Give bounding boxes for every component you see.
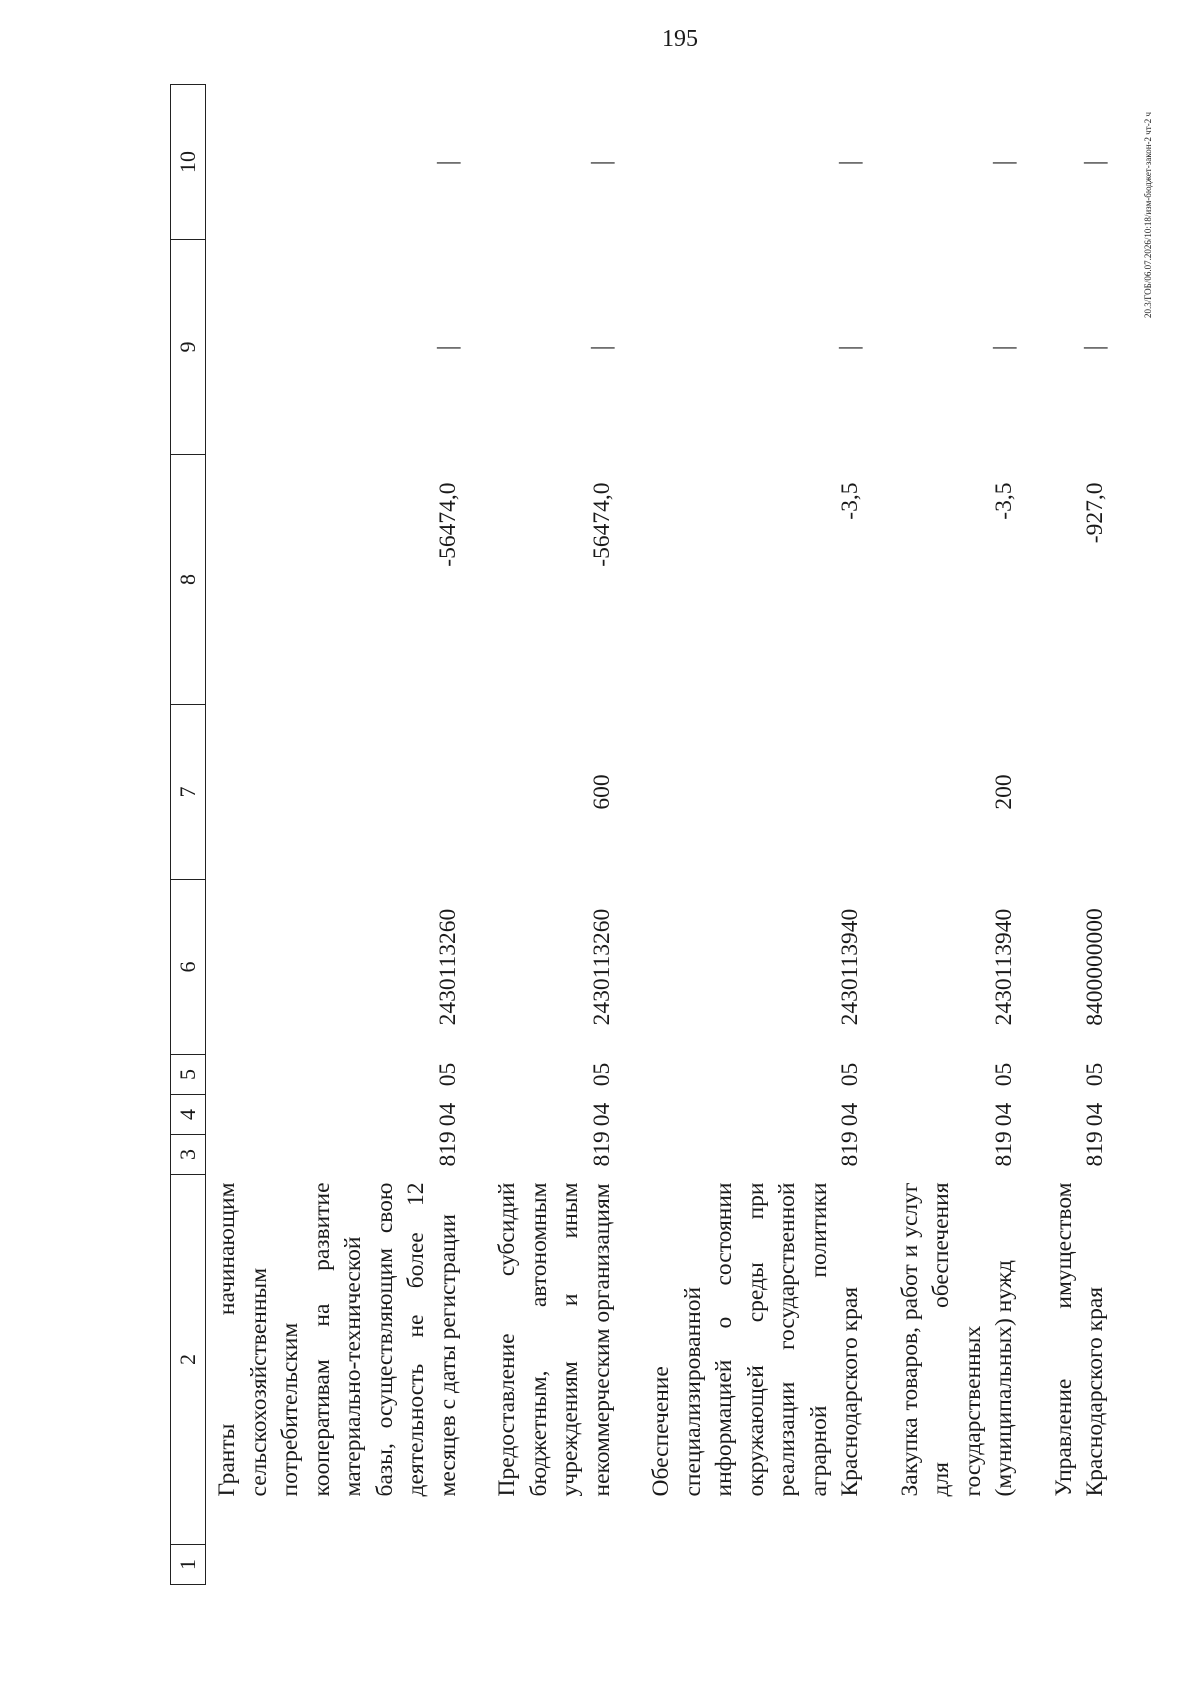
amount-cell: -56474,0 <box>434 482 461 567</box>
table-row <box>889 85 1043 1585</box>
col-header-2: 2 <box>171 1175 206 1545</box>
dash-mark: — <box>436 333 460 360</box>
table-row <box>640 85 889 1585</box>
dash-mark: — <box>1084 148 1108 175</box>
csr-cell: 8400000000 <box>1082 908 1108 1026</box>
rotated-table-container <box>170 85 1200 1585</box>
col-header-3: 3 <box>171 1135 206 1175</box>
dash-mark: — <box>436 148 460 175</box>
row-description: Предоставление субсидий бюджетным, автономным учреждениям и иным некоммерческим организациям <box>494 1182 615 1497</box>
csr-cell: 2430113260 <box>434 908 461 1026</box>
col-10-cell <box>1043 85 1134 240</box>
amount-cell: -3,5 <box>837 482 863 520</box>
vedomstvo-cell: 819 <box>991 1131 1017 1167</box>
podrazdel-cell: 05 <box>1082 1062 1108 1087</box>
podrazdel-cell: 05 <box>588 1062 615 1087</box>
vr-cell <box>640 705 889 880</box>
col-10-cell <box>486 85 640 240</box>
col-1-cell <box>640 1545 889 1585</box>
col-9-cell <box>1043 240 1134 455</box>
amount-cell: -56474,0 <box>588 482 615 567</box>
vr-cell: 600 <box>588 774 615 810</box>
dash-mark: — <box>839 148 863 175</box>
vedomstvo-cell: 819 <box>588 1131 615 1167</box>
vedomstvo-cell: 819 <box>434 1131 461 1167</box>
col-9-cell <box>206 240 487 455</box>
col-header-5: 5 <box>171 1055 206 1095</box>
header-row <box>171 85 206 1585</box>
razdel-cell: 04 <box>991 1102 1017 1127</box>
vr-cell <box>206 705 487 880</box>
razdel-cell: 04 <box>837 1102 863 1127</box>
podrazdel-cell: 05 <box>991 1062 1017 1087</box>
col-1-cell <box>1043 1545 1134 1585</box>
amount-cell: -927,0 <box>1082 482 1108 544</box>
col-header-7: 7 <box>171 705 206 880</box>
col-1-cell <box>486 1545 640 1585</box>
vedomstvo-cell: 819 <box>837 1131 863 1167</box>
budget-table <box>170 84 1134 1585</box>
dash-mark: — <box>1084 333 1108 360</box>
table-row <box>486 85 640 1585</box>
row-description: Управление имуществом Краснодарского края <box>1050 1182 1108 1497</box>
page-number: 195 <box>662 26 698 52</box>
razdel-cell: 04 <box>434 1102 461 1127</box>
razdel-cell: 04 <box>1082 1102 1108 1127</box>
row-description: Гранты начинающим сельскохозяйственным потребительским кооперативам на развитие материально-технической базы, осуществляющим свою деятельность не более 12 месяцев с даты регистрации <box>214 1182 461 1497</box>
col-1-cell <box>206 1545 487 1585</box>
table-row <box>206 85 487 1585</box>
col-header-1: 1 <box>171 1545 206 1585</box>
col-header-4: 4 <box>171 1095 206 1135</box>
col-9-cell <box>640 240 889 455</box>
amount-cell: -3,5 <box>991 482 1017 520</box>
vr-cell <box>1043 705 1134 880</box>
podrazdel-cell: 05 <box>434 1062 461 1087</box>
csr-cell: 2430113940 <box>837 908 863 1026</box>
col-9-cell <box>486 240 640 455</box>
col-header-8: 8 <box>171 455 206 705</box>
csr-cell: 2430113260 <box>588 908 615 1026</box>
csr-cell: 2430113940 <box>991 908 1017 1026</box>
dash-mark: — <box>993 333 1017 360</box>
podrazdel-cell: 05 <box>837 1062 863 1087</box>
col-10-cell <box>889 85 1043 240</box>
col-1-cell <box>889 1545 1043 1585</box>
col-10-cell <box>640 85 889 240</box>
vedomstvo-cell: 819 <box>1082 1131 1108 1167</box>
vr-cell: 200 <box>991 774 1017 810</box>
dash-mark: — <box>590 333 614 360</box>
table-row <box>1043 85 1134 1585</box>
dash-mark: — <box>993 148 1017 175</box>
document-footer-code: 20.3/ГОБ/06.07.2026/10:18/изм-бюджет-закон-2 чт-2 ч <box>1143 112 1153 319</box>
col-header-10: 10 <box>171 85 206 240</box>
col-9-cell <box>889 240 1043 455</box>
col-10-cell <box>206 85 487 240</box>
col-header-9: 9 <box>171 240 206 455</box>
row-description: Обеспечение специализированной информацией о состоянии окружающей среды при реализации государственной аграрной политики Краснодарского края <box>648 1182 863 1497</box>
row-description: Закупка товаров, работ и услуг для обеспечения государственных (муниципальных) нужд <box>896 1182 1017 1497</box>
dash-mark: — <box>839 333 863 360</box>
col-header-6: 6 <box>171 880 206 1055</box>
razdel-cell: 04 <box>588 1102 615 1127</box>
dash-mark: — <box>590 148 614 175</box>
